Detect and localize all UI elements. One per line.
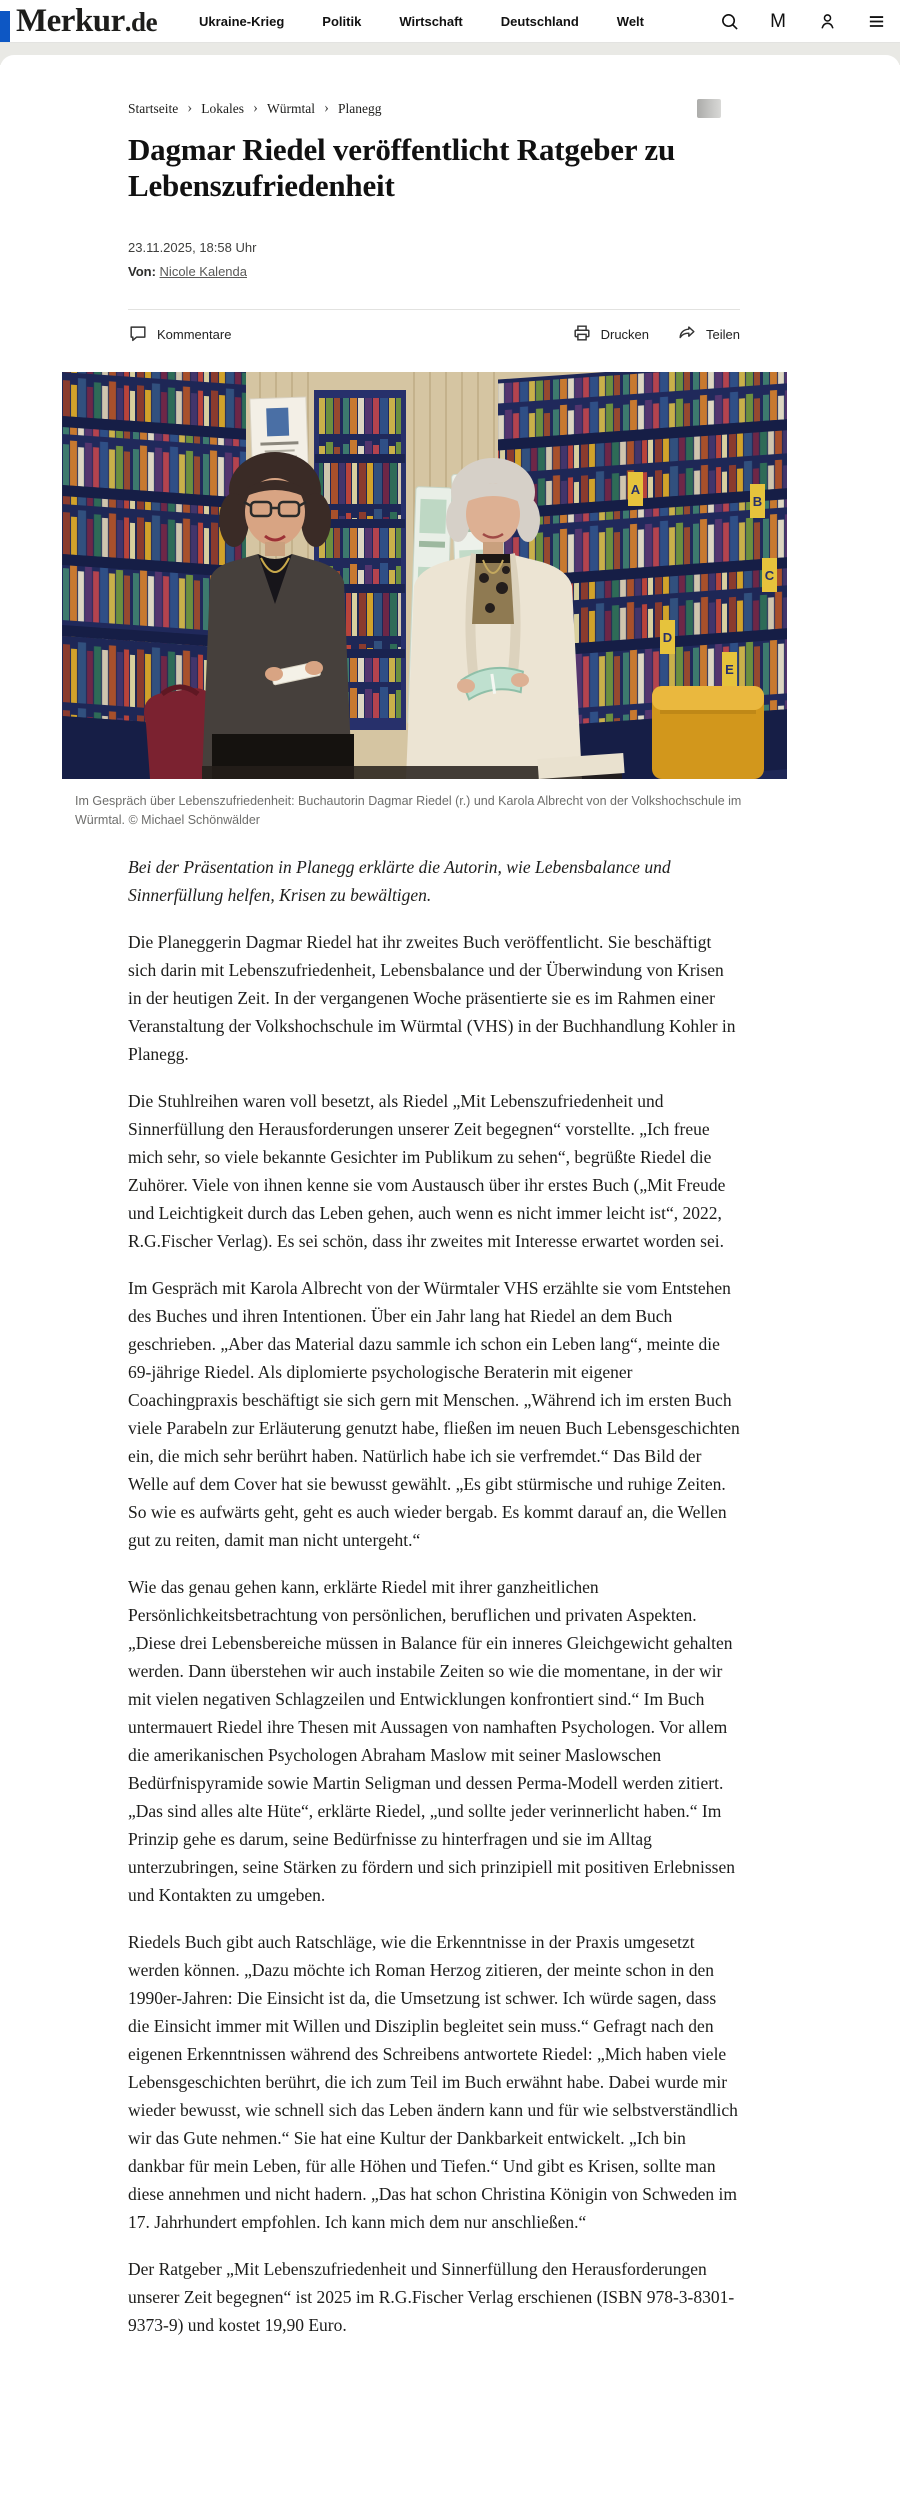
site-logo[interactable] xyxy=(16,2,158,39)
account-icon[interactable] xyxy=(817,11,837,31)
main-nav xyxy=(199,14,644,29)
breadcrumb-lokales[interactable]: Lokales xyxy=(201,100,244,116)
article-paragraph: Der Ratgeber „Mit Lebenszufriedenheit und Sinnerfüllung den Herausforderungen unserer Zeit begegnen“ ist 2025 im R.G.Fischer Verlag erschienen (ISBN 978-3-8301-9373-9) und kostet 19,90 Euro. xyxy=(128,2258,735,2335)
nav-politik[interactable]: Politik xyxy=(322,13,362,29)
chevron-right-icon: › xyxy=(253,100,258,116)
byline xyxy=(128,264,740,279)
chevron-right-icon: › xyxy=(323,100,329,116)
logo-suffix-text: .de xyxy=(124,6,158,37)
breadcrumb-planegg[interactable]: Planegg xyxy=(337,100,382,116)
article-paragraph: Die Stuhlreihen waren voll besetzt, als Riedel „Mit Lebenszufriedenheit und Sinnerfüllung den Herausforderungen unserer Zeit begegnen“ vorstellte. „Ich freue mich sehr, so viele bekannte Gesichter im Publikum zu sehen“, begrüßte Riedel die Zuhörer. Viele von ihnen kenne sie vom Austausch über ihr erstes Buch („Mit Freude und Leichtigkeit durch das Leben gehen, auch wenn es nicht immer leicht ist“, 2022, R.G.Fischer Verlag). Es sei schön, dass ihr zweites mit Interesse erwartet worden sei. xyxy=(128,1090,726,1251)
share-label: Teilen xyxy=(706,327,740,342)
comments-label: Kommentare xyxy=(157,327,232,342)
header-icons xyxy=(719,11,900,31)
breadcrumb-wuermtal[interactable]: Würmtal xyxy=(267,100,315,116)
chevron-right-icon: › xyxy=(187,100,193,116)
page-title: Dagmar Riedel veröffentlicht Ratgeber zu Lebenszufriedenheit xyxy=(128,132,675,203)
breadcrumb-placeholder-icon xyxy=(697,99,721,118)
logo-accent-bar xyxy=(0,11,10,42)
nav-ukraine-krieg[interactable]: Ukraine-Krieg xyxy=(199,13,285,29)
article-paragraph: Riedels Buch gibt auch Ratschläge, wie die Erkenntnisse in der Praxis umgesetzt werden können. „Dazu möchte ich Roman Herzog zitieren, der meinte schon in den 1990er-Jahren: Die Einsicht ist da, die Umsetzung ist schwer. Ich würde sagen, dass die Einsicht immer mit Willen und Disziplin begleitet sein muss.“ Gefragt nach den eigenen Erkenntnissen während des Schreibens antwortete Riedel: „Mich haben viele Lebensgeschichten berührt, die ich zum Teil im Buch erwähnt habe. Dabei wurde mir wieder bewusst, wie schnell sich das Leben ändern kann und für wie selbstverständlich wir das Gute nehmen.“ Sie hat eine Kultur der Dankbarkeit entwickelt. „Ich bin dankbar für mein Leben, für alle Höhen und Tiefen.“ Und gibt es Krisen, sollte man diese annehmen und nicht hadern. „Das hat schon Christina Königin von Schweden im 17. Jahrhundert empfohlen. Ich kann mich dem nur anschließen.“ xyxy=(128,1931,738,2232)
article-paragraph: Die Planeggerin Dagmar Riedel hat ihr zweites Buch veröffentlicht. Sie beschäftigt sich darin mit Lebenszufriedenheit, Lebensbalance und der Überwindung von Krisen in der heutigen Zeit. In der vergangenen Woche präsentierte sie es im Rahmen einer Veranstaltung der Volkshochschule im Würmtal (VHS) in der Buchhandlung Kohler in Planegg. xyxy=(128,931,736,1064)
menu-icon[interactable] xyxy=(866,11,886,31)
epaper-icon[interactable] xyxy=(768,11,788,31)
article-figure xyxy=(62,372,787,831)
comments-button[interactable] xyxy=(128,323,231,346)
author-prefix: Von: xyxy=(128,264,156,279)
search-icon[interactable] xyxy=(719,11,739,31)
article-card xyxy=(0,55,900,2368)
printer-icon xyxy=(572,323,592,346)
article-body xyxy=(128,853,740,2339)
svg-text:E: E xyxy=(725,662,734,677)
article-paragraph: Wie das genau gehen kann, erklärte Riedel mit ihrer ganzheitlichen Persönlichkeitsbetrachtung von persönlichen, beruflichen und privaten Aspekten. „Diese drei Lebensbereiche müssen in Balance für ein inneres Gleichgewicht gehalten werden. Dann überstehen wir auch instabile Zeiten so wie die momentane, in der wir mit vielen negativen Schlagzeilen und Entwicklungen konfrontiert sind.“ Im Buch untermauert Riedel ihre Thesen mit Aussagen von namhaften Psychologen. Vor allem die amerikanischen Psychologen Abraham Maslow mit seiner Maslowschen Bedürfnispyramide sowie Martin Seligman und dessen Perma-Modell werden zitiert. „Das sind alles alte Hüte“, erklärte Riedel, „und sollte jeder verinnerlicht haben.“ Im Prinzip gehe es darum, seine Bedürfnisse zu hinterfragen und sie im Alltag unterzubringen, seine Stärken zu fördern und sich prinzipiell mit positiven Erlebnissen und Kontakten zu umgeben. xyxy=(128,1576,735,1905)
epaper-glyph: M xyxy=(770,10,786,32)
photo-caption: Im Gespräch über Lebenszufriedenheit: Buchautorin Dagmar Riedel (r.) und Karola Albrecht von der Volkshochschule im Würmtal. © Michael Schönwälder xyxy=(75,794,742,828)
author-link[interactable]: Nicole Kalenda xyxy=(159,264,247,279)
right-actions xyxy=(572,323,740,346)
share-icon xyxy=(677,323,697,346)
svg-text:D: D xyxy=(662,630,673,645)
site-header xyxy=(0,0,900,43)
logo-text: Merkur xyxy=(16,2,125,39)
comment-icon xyxy=(128,323,148,346)
svg-text:B: B xyxy=(752,494,763,509)
divider xyxy=(128,309,740,310)
print-label: Drucken xyxy=(600,327,650,342)
article-photo-illustration xyxy=(62,372,787,779)
article-intro: Bei der Präsentation in Planegg erklärte die Autorin, wie Lebensbalance und Sinnerfüllung helfen, Krisen zu bewältigen. xyxy=(128,856,671,905)
nav-welt[interactable]: Welt xyxy=(616,13,644,29)
breadcrumb-startseite[interactable]: Startseite xyxy=(128,100,179,116)
article-actions xyxy=(128,323,740,346)
nav-deutschland[interactable]: Deutschland xyxy=(500,13,579,29)
print-button[interactable] xyxy=(572,323,649,346)
svg-text:A: A xyxy=(630,482,641,497)
breadcrumb xyxy=(128,99,740,118)
svg-text:C: C xyxy=(764,568,775,583)
publish-date: 23.11.2025, 18:58 Uhr xyxy=(128,240,257,255)
nav-wirtschaft[interactable]: Wirtschaft xyxy=(399,13,463,29)
article-photo xyxy=(62,372,787,779)
share-button[interactable] xyxy=(677,323,740,346)
article-paragraph: Im Gespräch mit Karola Albrecht von der Würmtaler VHS erzählte sie vom Entstehen des Buches und ihren Intentionen. Über ein Jahr lang hat Riedel an dem Buch geschrieben. „Aber das Material dazu sammle ich schon ein Leben lang“, meinte die 69-jährige Riedel. Als diplomierte psychologische Beraterin mit eigener Coachingpraxis beschäftigt sie sich gern mit Menschen. „Während ich im ersten Buch viele Parabeln zur Erläuterung genutzt habe, fließen im neuen Buch Lebensgeschichten ein, die mich sehr berührt haben. Natürlich habe ich sie verfremdet.“ Das Bild der Welle auf dem Cover hat sie bewusst gewählt. „Es gibt stürmische und ruhige Zeiten. So wie es aufwärts geht, geht es auch wieder bergab. Es kommt darauf an, die Wellen gut zu reiten, damit man nicht untergeht.“ xyxy=(128,1277,740,1550)
